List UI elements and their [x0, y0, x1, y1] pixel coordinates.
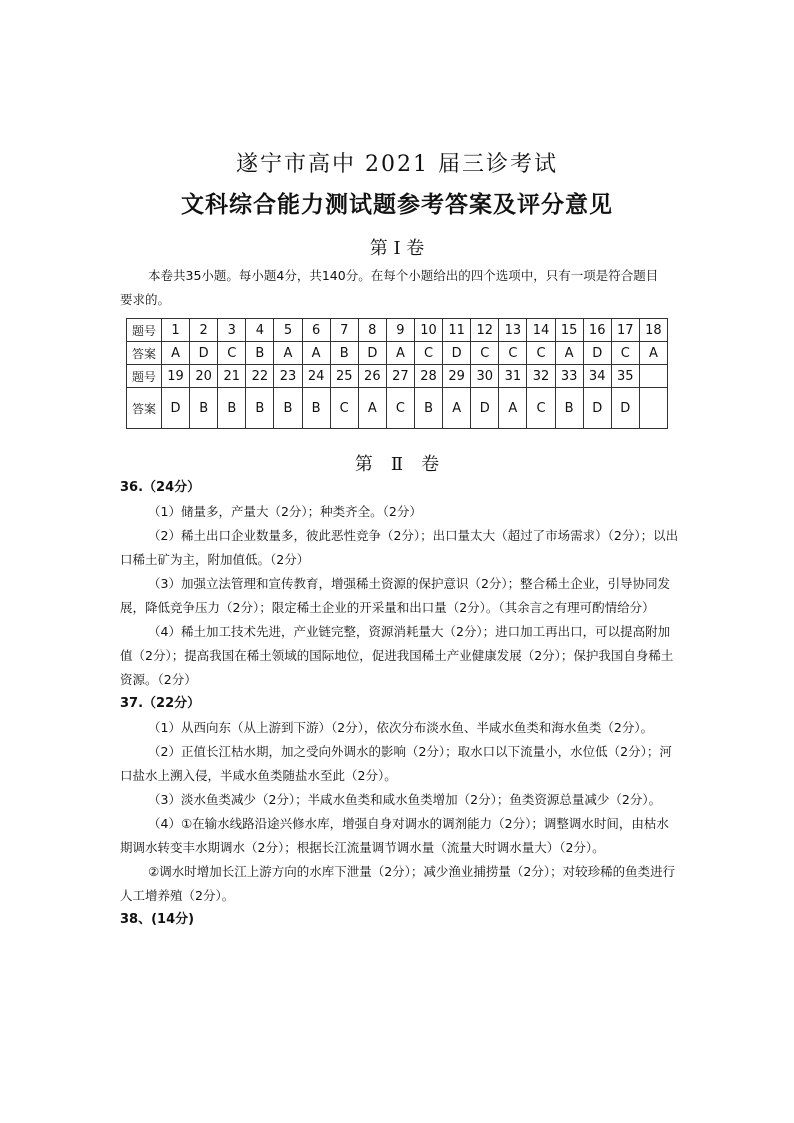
question-number: 6 [302, 319, 330, 342]
question-number: 10 [414, 319, 442, 342]
question-number: 4 [246, 319, 274, 342]
answer-table [126, 318, 668, 429]
question-number: 27 [386, 365, 414, 388]
question-number: 24 [302, 365, 330, 388]
empty-cell [639, 388, 667, 429]
answer-cell: A [274, 342, 302, 365]
answer-cell: D [583, 342, 611, 365]
q36-answer-2: （2）稀土出口企业数量多，彼此恶性竞争（2分）；出口量太大（超过了市场需求）（2分）；以出口稀土矿为主，附加值低。（2分） [120, 528, 679, 567]
row-label: 题号 [127, 319, 162, 342]
answer-row-2 [127, 388, 668, 429]
q36-answer-1: （1）储量多，产量大（2分）；种类齐全。（2分） [148, 504, 422, 519]
part-two-heading: 第 Ⅱ 卷 [354, 454, 440, 475]
answer-cell: D [471, 388, 499, 429]
answer-cell: C [330, 388, 358, 429]
answer-cell: A [443, 388, 471, 429]
answer-cell: A [639, 342, 667, 365]
answer-cell: D [583, 388, 611, 429]
answer-cell: A [358, 388, 386, 429]
question-number: 17 [611, 319, 639, 342]
question-number: 7 [330, 319, 358, 342]
answer-cell: A [499, 388, 527, 429]
question-number: 3 [218, 319, 246, 342]
q36-answer-4: （4）稀土加工技术先进，产业链完整，资源消耗量大（2分）；进口加工再出口，可以提高附加值（2分）；提高我国在稀土领域的国际地位，促进我国稀土产业健康发展（2分）；保护我国自身稀土资源。（2分） [120, 624, 674, 687]
question-number: 11 [443, 319, 471, 342]
answer-cell: C [611, 342, 639, 365]
q36-answer-3: （3）加强立法管理和宣传教育，增强稀土资源的保护意识（2分）；整合稀土企业，引导协同发展，降低竞争压力（2分）；限定稀土企业的开采量和出口量（2分）。（其余言之有理可酌情给分） [120, 576, 671, 615]
question-number: 9 [386, 319, 414, 342]
question-number: 19 [162, 365, 190, 388]
answer-cell: B [190, 388, 218, 429]
question-number: 32 [527, 365, 555, 388]
answer-cell: C [527, 388, 555, 429]
question-number: 28 [414, 365, 442, 388]
answer-cell: D [358, 342, 386, 365]
answer-cell: B [414, 388, 442, 429]
answer-cell: C [471, 342, 499, 365]
q37-answer-2: （2）正值长江枯水期，加之受向外调水的影响（2分）；取水口以下流量小，水位低（2分）；河口盐水上溯入侵，半咸水鱼类随盐水至此（2分）。 [120, 744, 672, 783]
question-number: 5 [274, 319, 302, 342]
part-one-heading: 第 Ⅰ 卷 [369, 238, 425, 259]
answer-cell: D [162, 388, 190, 429]
empty-cell [639, 365, 667, 388]
answer-cell: C [414, 342, 442, 365]
answer-cell: D [611, 388, 639, 429]
question-36-heading: 36.（24分） [120, 480, 201, 495]
question-number: 18 [639, 319, 667, 342]
answer-cell: D [190, 342, 218, 365]
answer-cell: C [218, 342, 246, 365]
question-number: 22 [246, 365, 274, 388]
row-label: 答案 [127, 342, 162, 365]
answer-cell: B [330, 342, 358, 365]
question-number: 15 [555, 319, 583, 342]
answer-row-1 [127, 342, 668, 365]
question-number: 35 [611, 365, 639, 388]
answer-cell: A [555, 342, 583, 365]
answer-cell: A [386, 342, 414, 365]
instructions-line-1: 本卷共35小题。每小题4分，共140分。在每个小题给出的四个选项中，只有一项是符合题目 [148, 268, 659, 283]
q37-answer-1: （1）从西向东（从上游到下游）（2分），依次分布淡水鱼、半咸水鱼类和海水鱼类（2分）。 [148, 720, 654, 735]
answer-cell: A [162, 342, 190, 365]
document-subtitle: 文科综合能力测试题参考答案及评分意见 [181, 191, 613, 218]
answer-cell: B [302, 388, 330, 429]
question-number: 2 [190, 319, 218, 342]
q37-answer-4-part-2: ②调水时增加长江上游方向的水库下泄量（2分）；减少渔业捕捞量（2分）；对较珍稀的鱼类进行人工增养殖（2分）。 [120, 864, 676, 903]
answer-cell: C [386, 388, 414, 429]
question-number: 13 [499, 319, 527, 342]
answer-cell: B [246, 342, 274, 365]
row-label: 题号 [127, 365, 162, 388]
row-label: 答案 [127, 388, 162, 429]
q37-answer-4: （4）①在输水线路沿途兴修水库，增强自身对调水的调剂能力（2分）；调整调水时间，由枯水期调水转变丰水期调水（2分）；根据长江流量调节调水量（流量大时调水量大）（2分）。 [120, 816, 669, 855]
question-number: 26 [358, 365, 386, 388]
answers-body [120, 476, 680, 932]
instructions-line-2: 要求的。 [120, 292, 171, 307]
question-number-row-2 [127, 365, 668, 388]
answer-cell: B [218, 388, 246, 429]
question-number: 33 [555, 365, 583, 388]
question-number: 29 [443, 365, 471, 388]
answer-cell: D [443, 342, 471, 365]
question-number: 16 [583, 319, 611, 342]
answer-cell: C [499, 342, 527, 365]
question-number: 34 [583, 365, 611, 388]
question-number: 21 [218, 365, 246, 388]
question-number: 25 [330, 365, 358, 388]
answer-cell: B [555, 388, 583, 429]
question-number: 20 [190, 365, 218, 388]
document-title: 遂宁市高中 2021 届三诊考试 [236, 152, 558, 177]
q37-answer-3: （3）淡水鱼类减少（2分）；半咸水鱼类和咸水鱼类增加（2分）；鱼类资源总量减少（2分）。 [148, 792, 662, 807]
answer-cell: B [246, 388, 274, 429]
question-number: 12 [471, 319, 499, 342]
question-number: 31 [499, 365, 527, 388]
answer-cell: A [302, 342, 330, 365]
question-number: 8 [358, 319, 386, 342]
question-number: 23 [274, 365, 302, 388]
answer-cell: B [274, 388, 302, 429]
part-one-instructions [120, 264, 680, 312]
question-number: 14 [527, 319, 555, 342]
question-37-heading: 37.（22分） [120, 696, 201, 711]
question-number: 1 [162, 319, 190, 342]
question-number: 30 [471, 365, 499, 388]
question-number-row-1 [127, 319, 668, 342]
question-38-heading: 38、(14分) [120, 912, 195, 927]
answer-cell: C [527, 342, 555, 365]
